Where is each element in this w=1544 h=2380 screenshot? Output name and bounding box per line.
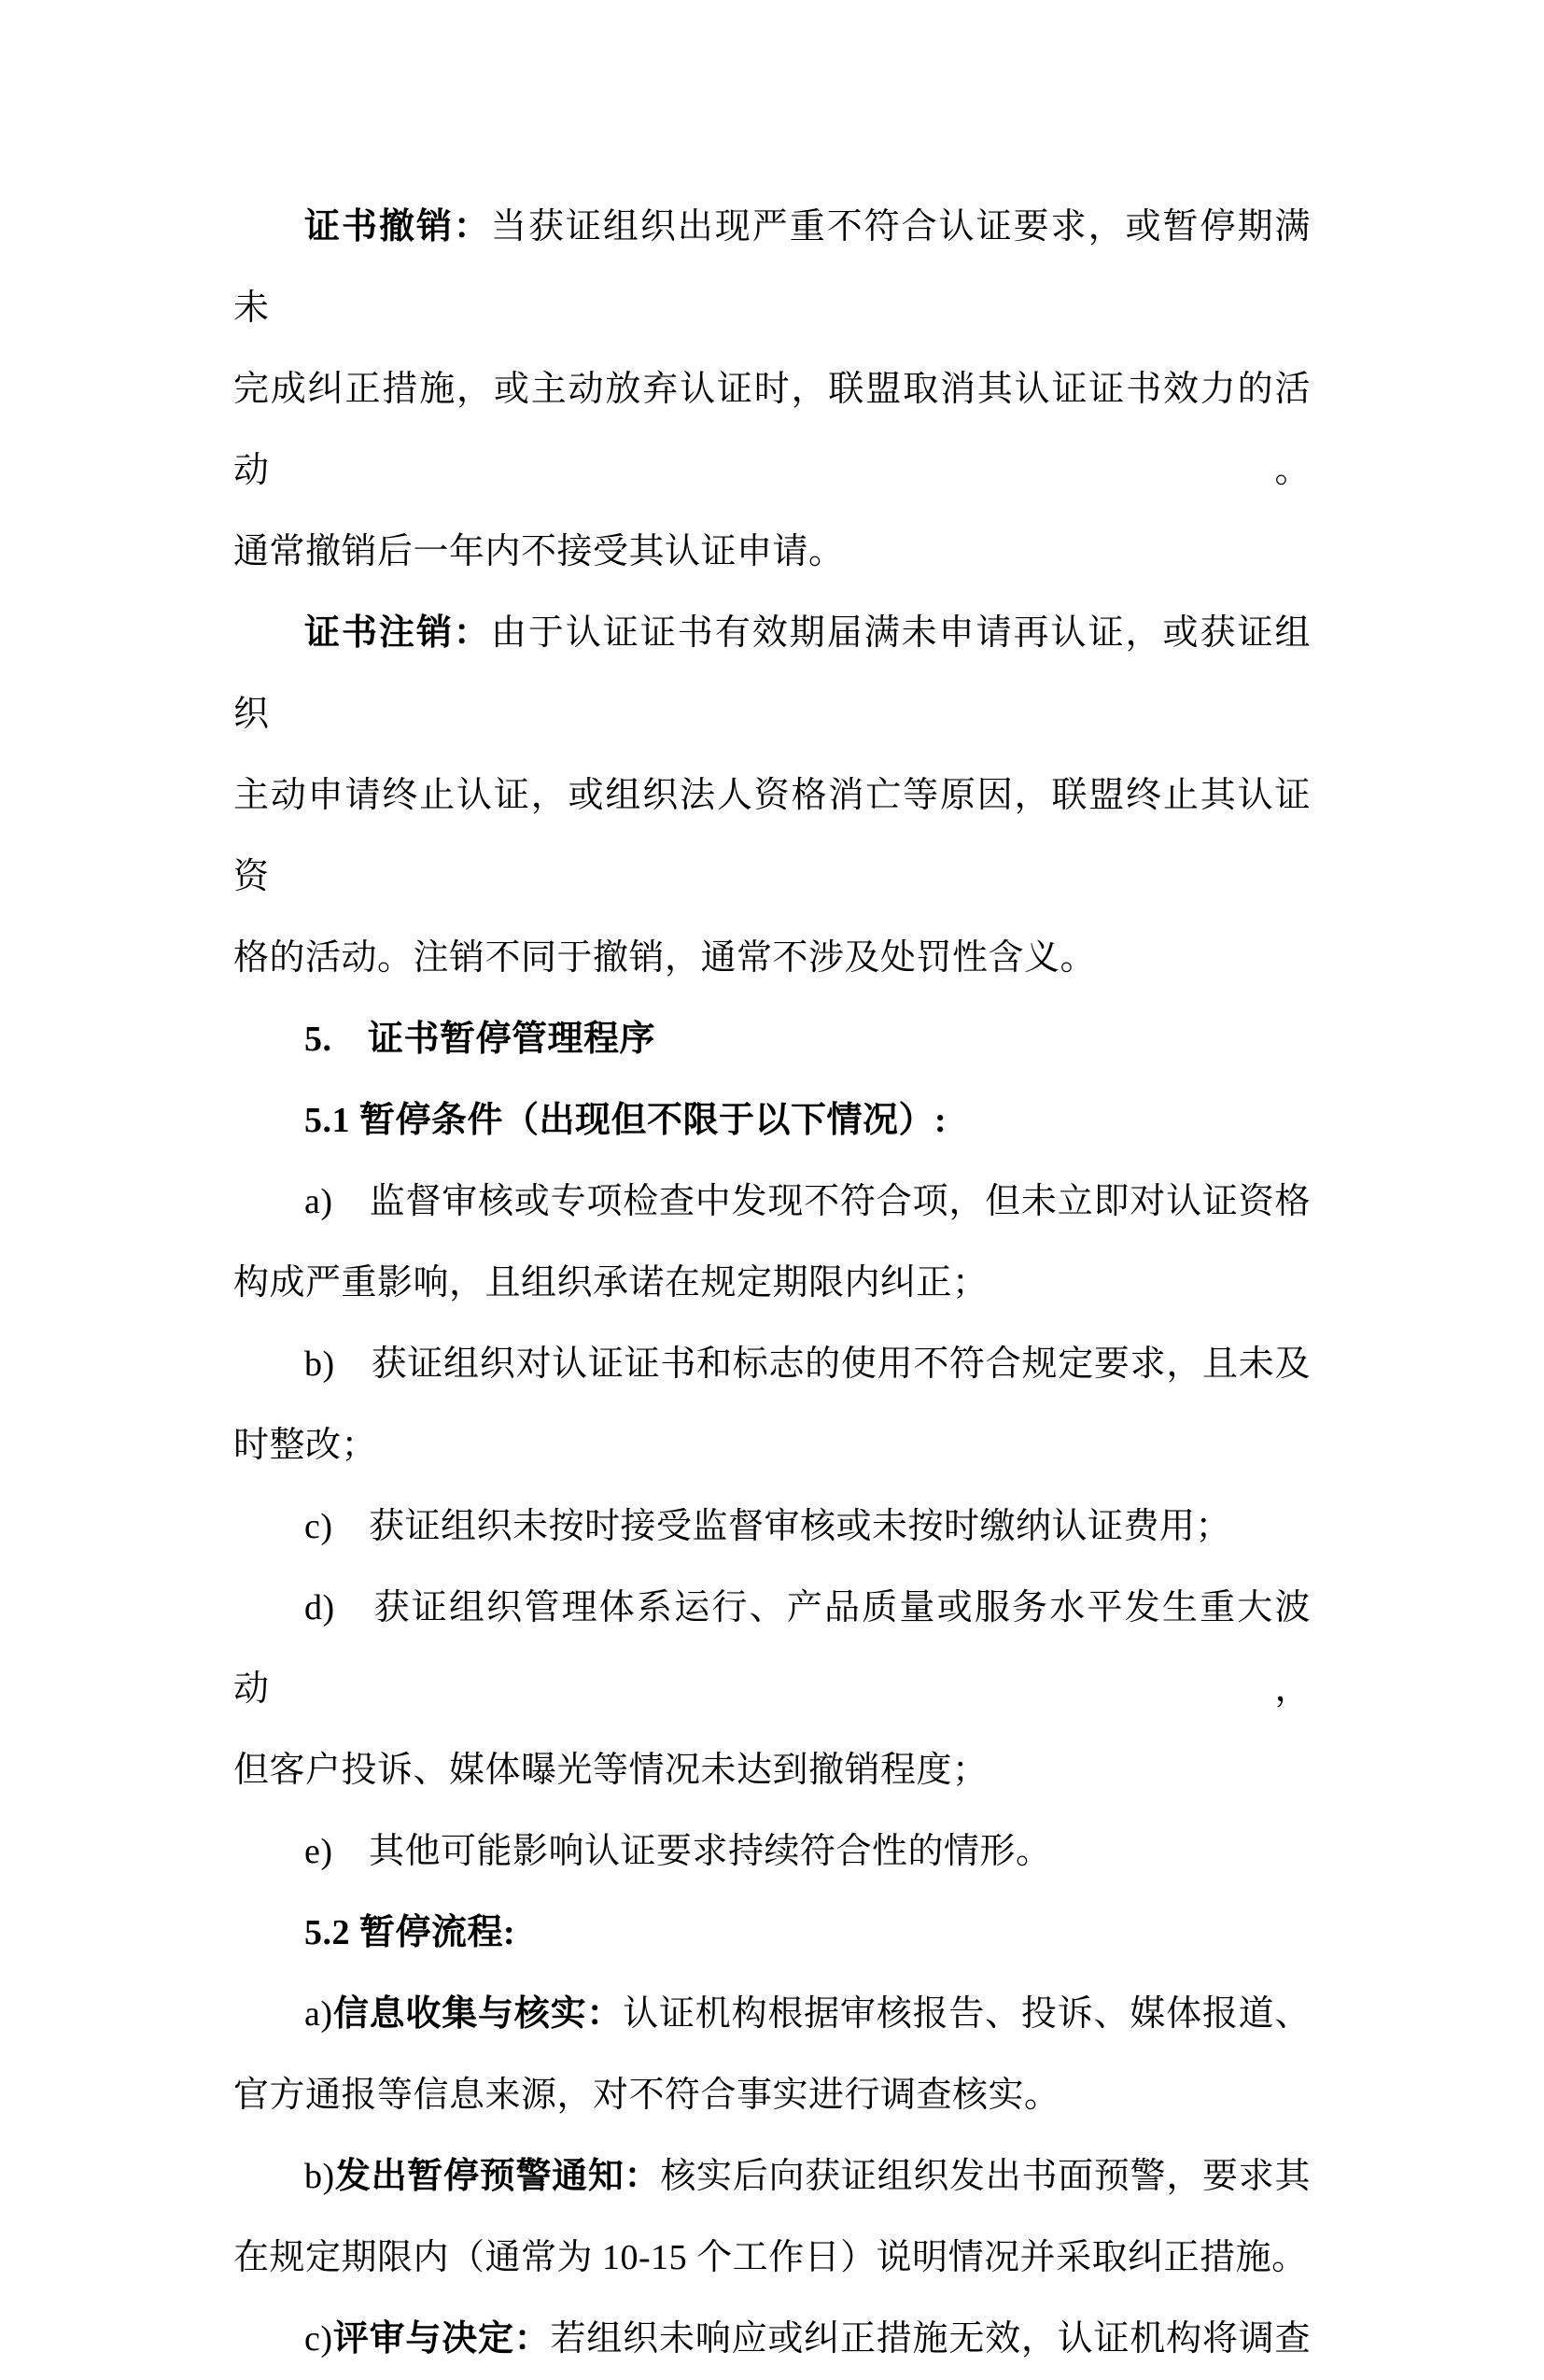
line-text: 在规定期限内（通常为 10-15 个工作日）说明情况并采取纠正措施。 xyxy=(233,2238,1308,2277)
para-cert-revocation-line-3 xyxy=(233,512,1311,593)
heading-text: 5. 证书暂停管理程序 xyxy=(304,1020,656,1059)
heading-text: 5.1 暂停条件（出现但不限于以下情况）: xyxy=(304,1101,947,1140)
line-text: 时整改； xyxy=(233,1426,378,1465)
para-cert-cancellation-line-2 xyxy=(233,755,1311,918)
para-cert-revocation-line-1 xyxy=(233,187,1311,349)
list-item-a1-line-2 xyxy=(233,1243,1311,1324)
list-item-b1-line-2 xyxy=(233,1405,1311,1486)
heading-section-5-1 xyxy=(233,1080,1311,1162)
line-text: e) 其他可能影响认证要求持续符合性的情形。 xyxy=(304,1832,1052,1871)
list-item-c1-line-1 xyxy=(233,1486,1311,1568)
heading-section-5-2 xyxy=(233,1893,1311,1974)
line-text: 若组织未响应或纠正措施无效，认证机构将调查 xyxy=(550,2319,1311,2359)
line-text: 由于认证证书有效期届满未申请再认证，或获证组织 xyxy=(233,613,1311,734)
list-item-d1-line-2 xyxy=(233,1730,1311,1811)
item-prefix: a) xyxy=(304,1994,333,2034)
list-item-b2-line-2 xyxy=(233,2218,1311,2299)
list-item-d1-line-1 xyxy=(233,1568,1311,1730)
line-text: d) 获证组织管理体系运行、产品质量或服务水平发生重大波动， xyxy=(233,1588,1311,1709)
list-item-c2-line-1 xyxy=(233,2299,1311,2380)
item-prefix: b) xyxy=(304,2157,335,2196)
line-text: 构成严重影响，且组织承诺在规定期限内纠正； xyxy=(233,1263,989,1303)
line-text: a) 监督审核或专项检查中发现不符合项，但未立即对认证资格 xyxy=(304,1182,1311,1221)
line-text: 核实后向获证组织发出书面预警，要求其 xyxy=(660,2157,1311,2196)
line-text: 但客户投诉、媒体曝光等情况未达到撤销程度； xyxy=(233,1751,989,1790)
line-text: 完成纠正措施，或主动放弃认证时，联盟取消其认证证书效力的活动。 xyxy=(233,370,1311,490)
heading-text: 5.2 暂停流程: xyxy=(304,1913,516,1952)
para-cert-cancellation-line-1 xyxy=(233,593,1311,755)
heading-section-5 xyxy=(233,999,1311,1080)
list-item-a2-line-1 xyxy=(233,1974,1311,2055)
line-text: 官方通报等信息来源，对不符合事实进行调查核实。 xyxy=(233,2076,1060,2115)
line-text: 认证机构根据审核报告、投诉、媒体报道、 xyxy=(623,1994,1311,2034)
term-warning-notice-label: 发出暂停预警通知： xyxy=(334,2157,661,2196)
line-text: 格的活动。注销不同于撤销，通常不涉及处罚性含义。 xyxy=(233,938,1097,978)
list-item-a1-line-1 xyxy=(233,1162,1311,1243)
term-cert-revocation-label: 证书撤销： xyxy=(304,207,491,246)
term-review-decision-label: 评审与决定： xyxy=(332,2319,551,2359)
list-item-e1-line-1 xyxy=(233,1811,1311,1893)
list-item-a2-line-2 xyxy=(233,2055,1311,2136)
item-prefix: c) xyxy=(304,2319,333,2359)
line-text: 当获证组织出现严重不符合认证要求，或暂停期满未 xyxy=(233,207,1311,328)
line-text: 通常撤销后一年内不接受其认证申请。 xyxy=(233,532,845,571)
line-text: b) 获证组织对认证证书和标志的使用不符合规定要求，且未及 xyxy=(304,1345,1311,1384)
para-cert-cancellation-line-3 xyxy=(233,918,1311,999)
para-cert-revocation-line-2 xyxy=(233,349,1311,512)
term-cert-cancellation-label: 证书注销： xyxy=(304,613,491,653)
list-item-b2-line-1 xyxy=(233,2136,1311,2218)
line-text: 主动申请终止认证，或组织法人资格消亡等原因，联盟终止其认证资 xyxy=(233,776,1311,896)
line-text: c) 获证组织未按时接受监督审核或未按时缴纳认证费用； xyxy=(304,1507,1232,1546)
term-info-collection-label: 信息收集与核实： xyxy=(332,1994,624,2034)
list-item-b1-line-1 xyxy=(233,1324,1311,1405)
